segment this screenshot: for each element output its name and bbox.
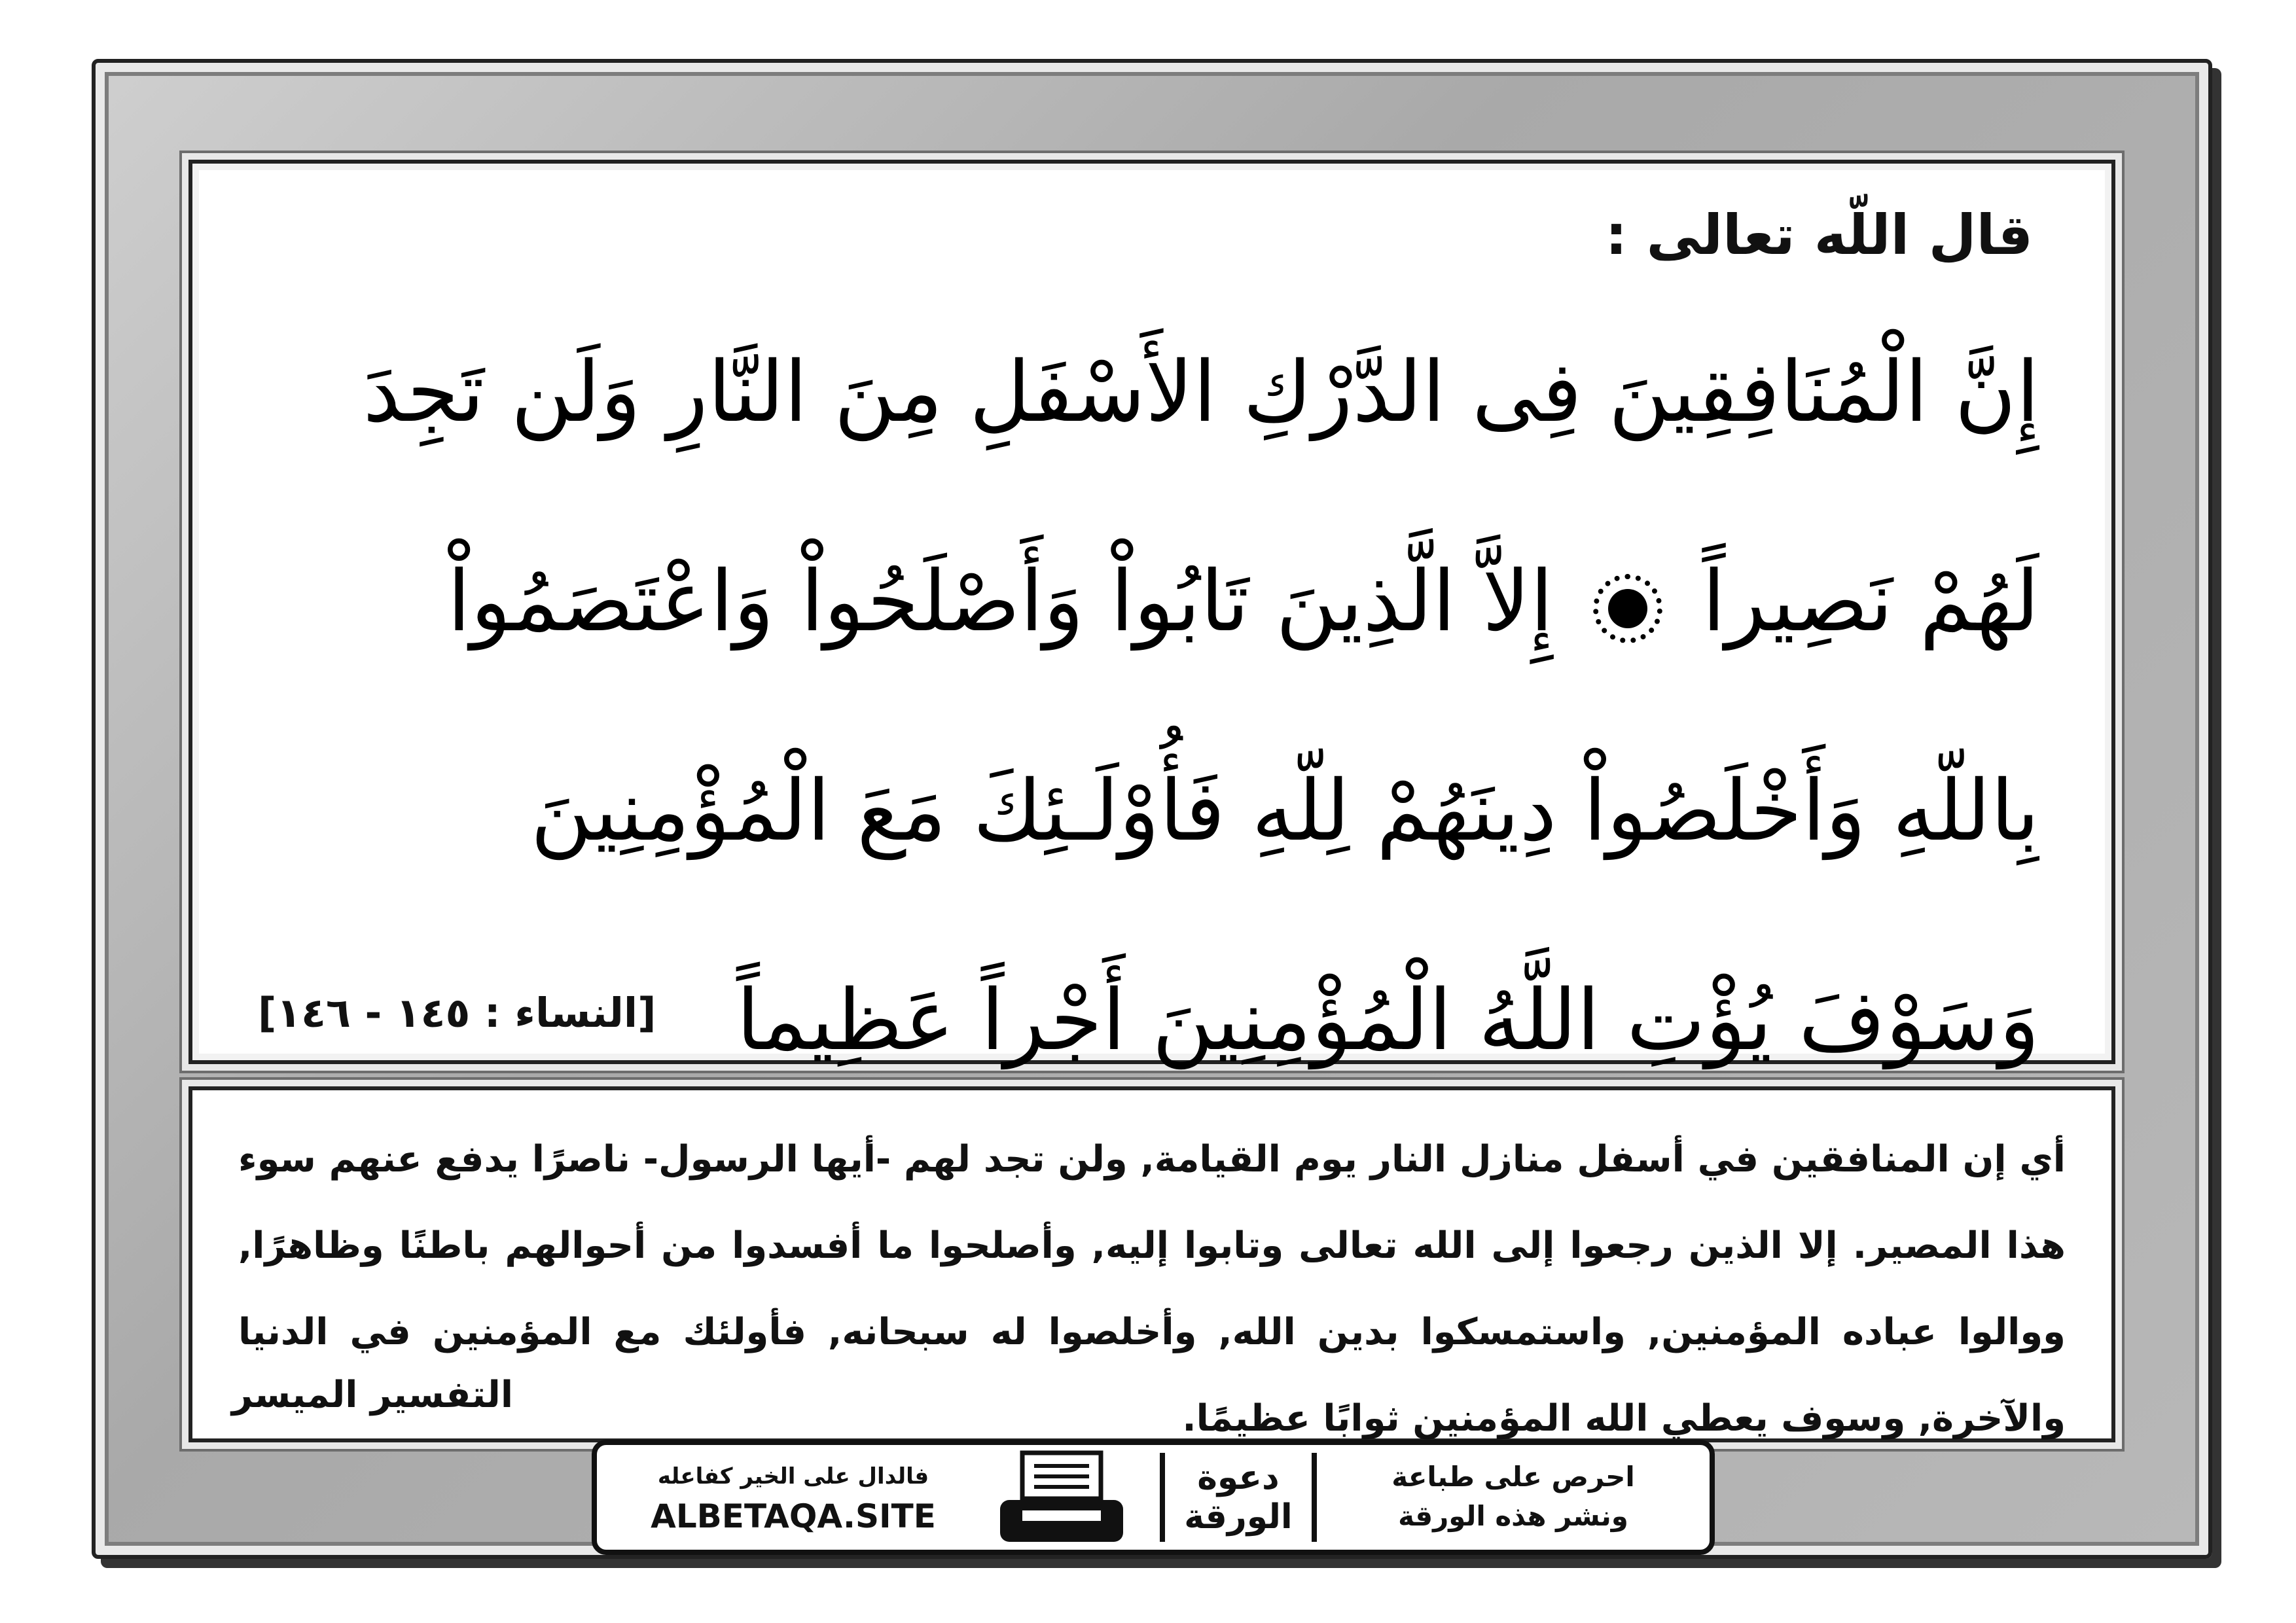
footer-left [597,1445,990,1550]
verse-line-2 [264,497,2039,707]
verse-line-2a: لَهُمْ نَصِيراً [1702,553,2039,651]
verse-panel [188,160,2115,1069]
verse-line-3: بِاللّهِ وَأَخْلَصُواْ دِينَهُمْ لِلّهِ فَأُوْلَـئِكَ مَعَ الْمُؤْمِنِينَ [530,762,2039,860]
dawa-logo [1160,1453,1317,1542]
verse-end-icon [1593,574,1662,643]
footer-bar [592,1440,1715,1555]
printer-icon [996,1450,1127,1544]
verse-intro: قال اللّه تعالى : [1605,203,2033,267]
footer-print-line2: ونشر هذه الورقة [1398,1500,1628,1532]
tafsir-source: التفسير الميسر [232,1374,514,1416]
footer-site-link[interactable]: ALBETAQA.SITE [651,1497,936,1535]
tafsir-text: أي إن المنافقين في أسفل منازل النار يوم القيامة, ولن تجد لهم -أيها الرسول- ناصرًا يدفع عنهم سوء هذا المصير. إلا الذين رجعوا إلى الله تعالى وتابوا إليه, وأصلحوا ما أفسدوا من أحوالهم باطنًا وظاهرًا, ووالوا عباده المؤمنين, واستمسكوا بدين الله, وأخلصوا له سبحانه, فأولئك مع المؤمنين في الدنيا والآخرة, وسوف يعطي الله المؤمنين ثوابًا عظيمًا. [238,1138,2066,1440]
logo-bottom: الورقة [1184,1497,1293,1537]
logo-top: دعوة [1197,1458,1280,1497]
verse-line-1: إِنَّ الْمُنَافِقِينَ فِى الدَّرْكِ الأَسْفَلِ مِنَ النَّارِ وَلَن تَجِدَ [363,344,2039,441]
footer-print-line1: احرص على طباعة [1391,1461,1635,1493]
verse-line-4: وَسَوْفَ يُؤْتِ اللَّهُ الْمُؤْمِنِينَ أَجْراً عَظِيماً [736,972,2039,1069]
footer-slogan: فالدال على الخير كفاعله [657,1463,929,1489]
verse-line-2b: إِلاَّ الَّذِينَ تَابُواْ وَأَصْلَحُواْ وَاعْتَصَمُواْ [447,553,1554,651]
verse-reference: [النساء : ١٤٥ - ١٤٦] [258,989,656,1037]
footer-right [1317,1445,1710,1550]
tafsir-panel [188,1086,2115,1442]
